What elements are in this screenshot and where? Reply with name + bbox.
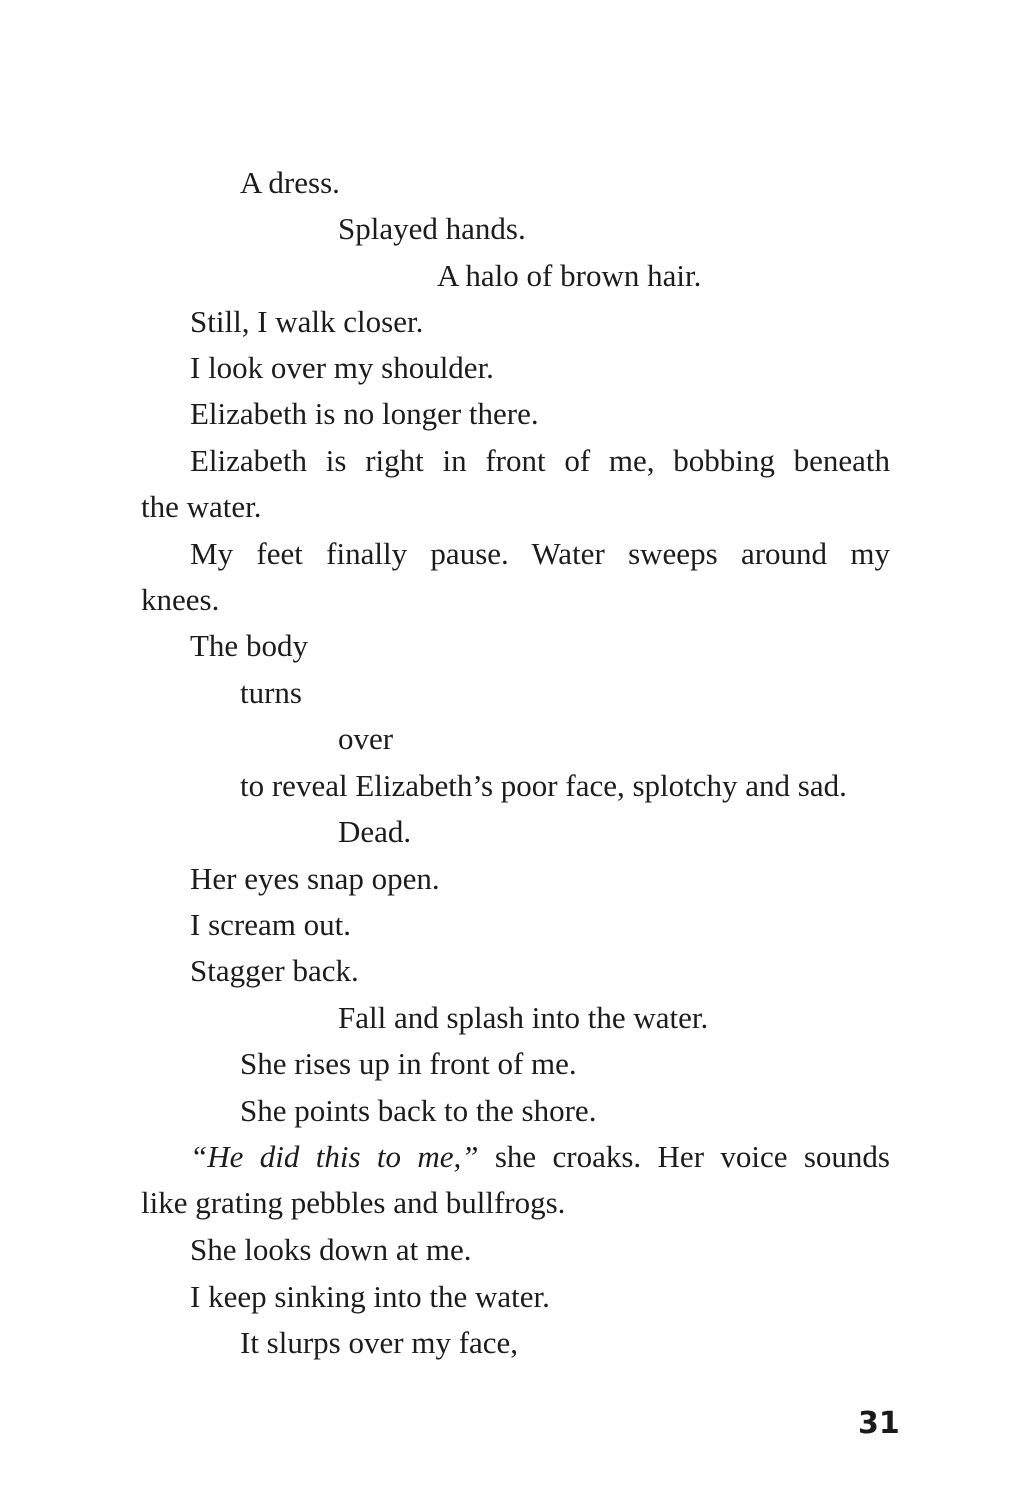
text-line: Elizabeth is right in front of me, bobbing beneath — [190, 443, 890, 478]
quote-line — [190, 1137, 890, 1177]
text-line: to reveal Elizabeth’s poor face, splotchy and sad. — [240, 768, 847, 803]
text-line: Stagger back. — [190, 953, 359, 988]
text-line: I keep sinking into the water. — [190, 1279, 550, 1314]
text-line: She points back to the shore. — [240, 1093, 597, 1128]
text-line: Fall and splash into the water. — [338, 1000, 709, 1035]
text-line: The body — [190, 628, 308, 663]
text-line: She rises up in front of me. — [240, 1046, 577, 1081]
text-line: I scream out. — [190, 907, 351, 942]
quote-narration: she croaks. Her voice sounds — [478, 1139, 890, 1174]
text-line: knees. — [141, 582, 220, 617]
text-line: turns — [240, 675, 302, 710]
text-line: I look over my shoulder. — [190, 350, 494, 385]
text-line: Elizabeth is no longer there. — [190, 396, 539, 431]
text-line: over — [338, 721, 394, 756]
text-line: Still, I walk closer. — [190, 304, 424, 339]
text-line: It slurps over my face, — [240, 1325, 519, 1360]
text-line: Her eyes snap open. — [190, 861, 440, 896]
text-line: like grating pebbles and bullfrogs. — [141, 1185, 566, 1220]
text-line: the water. — [141, 489, 262, 524]
page-number: 31 — [858, 1406, 900, 1441]
text-line: A dress. — [240, 165, 340, 200]
text-line: My feet finally pause. Water sweeps around my — [190, 536, 890, 571]
text-line: Dead. — [338, 814, 412, 849]
text-line: A halo of brown hair. — [437, 258, 702, 293]
quote-speech: “He did this to me,” — [190, 1139, 479, 1174]
text-line: She looks down at me. — [190, 1232, 472, 1267]
text-line: Splayed hands. — [338, 211, 526, 246]
